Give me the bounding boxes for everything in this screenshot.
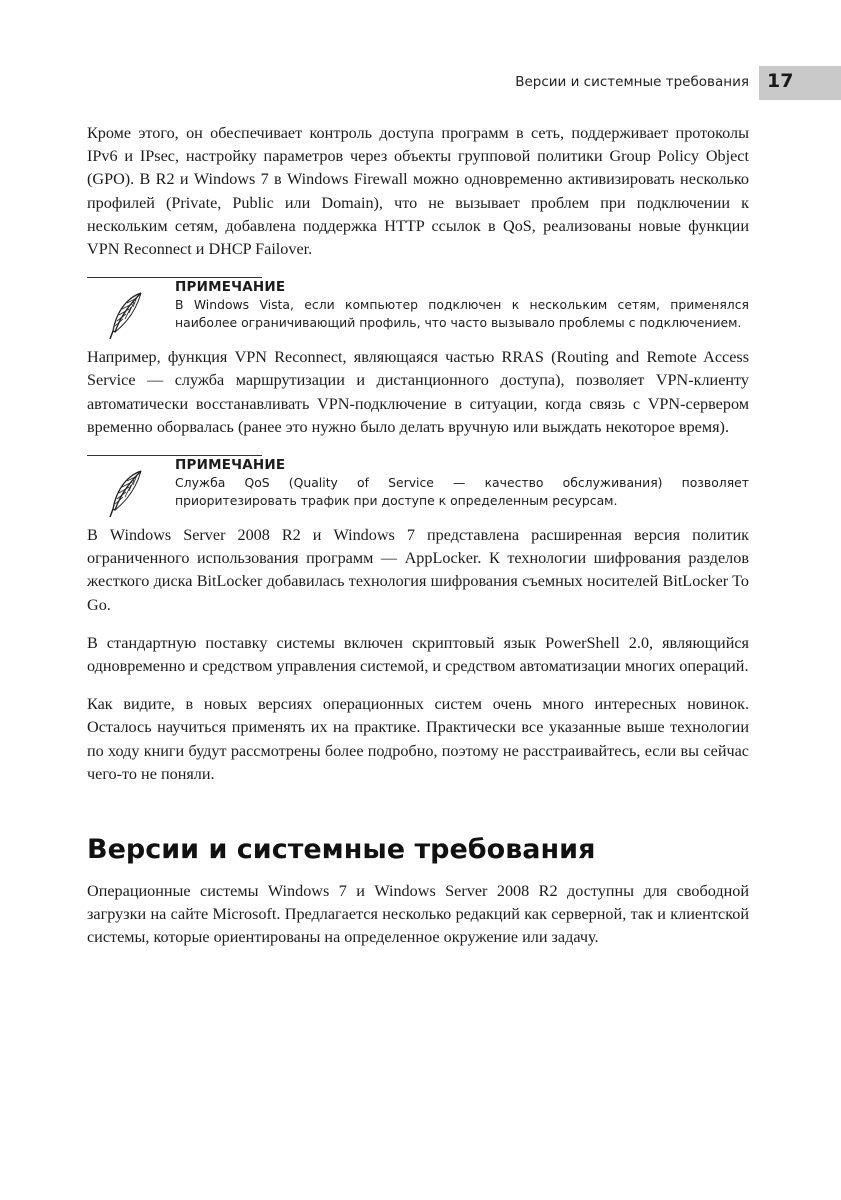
note-title: ПРИМЕЧАНИЕ: [175, 457, 286, 474]
feather-quill-icon: [107, 291, 145, 341]
note-rule: [87, 277, 262, 278]
note-block: [87, 277, 749, 332]
paragraph: Например, функция VPN Reconnect, являющаяся частью RRAS (Routing and Remote Access Service — служба маршрутизации и дистанционного доступа), позволяет VPN-клиенту автоматически восстанавливать VPN-подключение в ситуации, когда связь с VPN-сервером временно оборвалась (ранее это нужно было делать вручную или выждать некоторое время).: [87, 348, 749, 436]
page-number: 17: [767, 70, 794, 92]
paragraph: Как видите, в новых версиях операционных систем очень много интересных новинок. Осталось научиться применять их на практике. Практически все указанные выше технологии по ходу книги будут рассмотрены более подробно, поэтому не расстраивайтесь, если вы сейчас чего-то не поняли.: [87, 695, 749, 783]
running-title: Версии и системные требования: [515, 74, 749, 90]
paragraph: В стандартную поставку системы включен скриптовый язык PowerShell 2.0, являющийся одновременно и средством управления системой, и средством автоматизации многих операций.: [87, 633, 749, 676]
note-block: [87, 455, 749, 510]
feather-quill-icon: [107, 469, 145, 519]
paragraph: В Windows Server 2008 R2 и Windows 7 представлена расширенная версия политик ограниченного использования программ — AppLocker. К технологии шифрования разделов жесткого диска BitLocker добавилась технология шифрования съемных носителей BitLocker To Go.: [87, 526, 749, 614]
note-text: В Windows Vista, если компьютер подключен к нескольким сетям, применялся наиболее ограничивающий профиль, что часто вызывало проблемы с подключением.: [175, 297, 749, 331]
section-heading: Версии и системные требования: [87, 834, 596, 866]
note-rule: [87, 455, 262, 456]
running-header: [0, 66, 841, 100]
paragraph: Операционные системы Windows 7 и Windows Server 2008 R2 доступны для свободной загрузки на сайте Microsoft. Предлагается несколько редакций как серверной, так и клиентской системы, которые ориентированы на определенное окружение или задачу.: [87, 882, 749, 947]
page-number-box: [759, 66, 841, 100]
page-content: [87, 122, 749, 965]
paragraph: Кроме этого, он обеспечивает контроль доступа программ в сеть, поддерживает протоколы IPv6 и IPsec, настройку параметров через объекты групповой политики Group Policy Object (GPO). В R2 и Windows 7 в Windows Firewall можно одновременно активизировать несколько профилей (Private, Public или Domain), что не вызывает проблем при подключении к нескольким сетям, добавлена поддержка HTTP ссылок в QoS, реализованы новые функции VPN Reconnect и DHCP Failover.: [87, 124, 749, 259]
note-title: ПРИМЕЧАНИЕ: [175, 279, 286, 296]
note-text: Служба QoS (Quality of Service — качество обслуживания) позволяет приоритезировать трафик при доступе к определенным ресурсам.: [175, 475, 749, 509]
